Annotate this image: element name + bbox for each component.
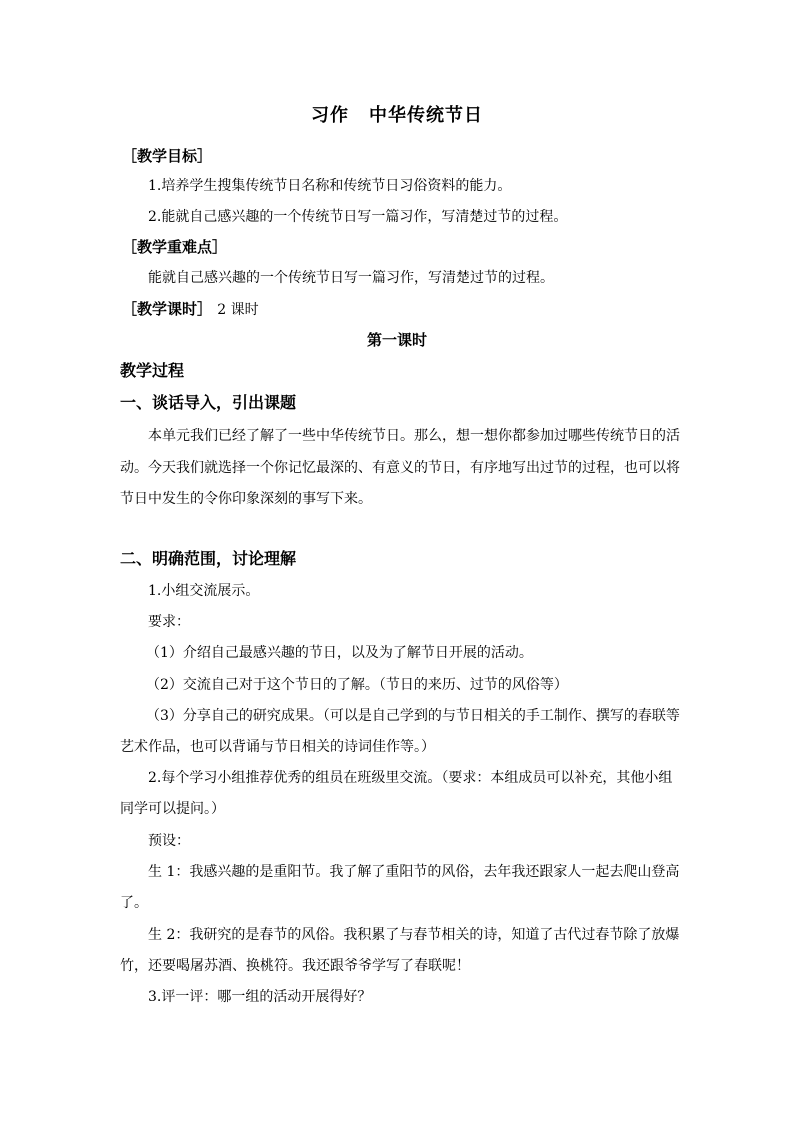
section-2-requirement-1: （1）介绍自己最感兴趣的节日，以及为了解节日开展的活动。 [146,645,533,661]
section-2-item-3: 3.评一评：哪一组的活动开展得好？ [148,989,372,1005]
section-2-item-2-line-2: 同学可以提问。） [120,801,225,817]
section-2-requirement-3-line-1: （3）分享自己的研究成果。（可以是自己学到的与节日相关的手工制作、撰写的春联等 [146,708,680,724]
title-left: 习作 [311,105,349,126]
section-1-paragraph-line-3: 节日中发生的令你印象深刻的事写下来。 [120,491,372,507]
keypoints-text: 能就自己感兴趣的一个传统节日写一篇习作，写清楚过节的过程。 [148,270,554,286]
hours-row [122,299,259,320]
section-2-preset-label: 预设： [148,833,190,849]
objective-2: 2.能就自己感兴趣的一个传统节日写一篇习作，写清楚过节的过程。 [148,209,568,225]
section-2-requirement-3-line-2: 艺术作品，也可以背诵与节日相关的诗词佳作等。） [120,739,435,755]
section-2-item-2-line-1: 2.每个学习小组推荐优秀的组员在班级里交流。（要求：本组成员可以补充，其他小组 [148,770,673,786]
section-2-requirement-2: （2）交流自己对于这个节日的了解。（节日的来历、过节的风俗等） [146,677,568,693]
section-2-heading: 二、明确范围，讨论理解 [120,549,297,568]
keypoints-heading: ［教学重难点］ [122,238,228,256]
process-heading: 教学过程 [120,361,185,380]
section-1-heading: 一、谈话导入，引出课题 [120,393,297,412]
student-2-line-1: 生 2：我研究的是春节的风俗。我积累了与春节相关的诗，知道了古代过春节除了放爆 [148,927,680,943]
section-2-item-1: 1.小组交流展示。 [148,583,260,599]
section-2-requirements-label: 要求： [148,614,190,630]
section-1-paragraph-line-1: 本单元我们已经了解了一些中华传统节日。那么，想一想你都参加过哪些传统节日的活 [148,428,680,444]
hours-value: 2 课时 [217,302,259,318]
objective-1: 1.培养学生搜集传统节日名称和传统节日习俗资料的能力。 [148,178,512,194]
lesson-title: 第一课时 [366,331,427,349]
student-2-line-2: 竹，还要喝屠苏酒、换桃符。我还跟爷爷学写了春联呢！ [120,958,470,974]
objectives-heading: ［教学目标］ [122,147,213,165]
document-title [0,106,794,126]
student-1-line-1: 生 1：我感兴趣的是重阳节。我了解了重阳节的风俗，去年我还跟家人一起去爬山登高 [148,864,680,880]
student-1-line-2: 了。 [120,895,148,911]
section-1-paragraph-line-2: 动。今天我们就选择一个你记忆最深的、有意义的节日，有序地写出过节的过程，也可以将 [120,460,680,476]
hours-heading: ［教学课时］ [122,300,213,318]
title-right: 中华传统节日 [369,105,483,126]
